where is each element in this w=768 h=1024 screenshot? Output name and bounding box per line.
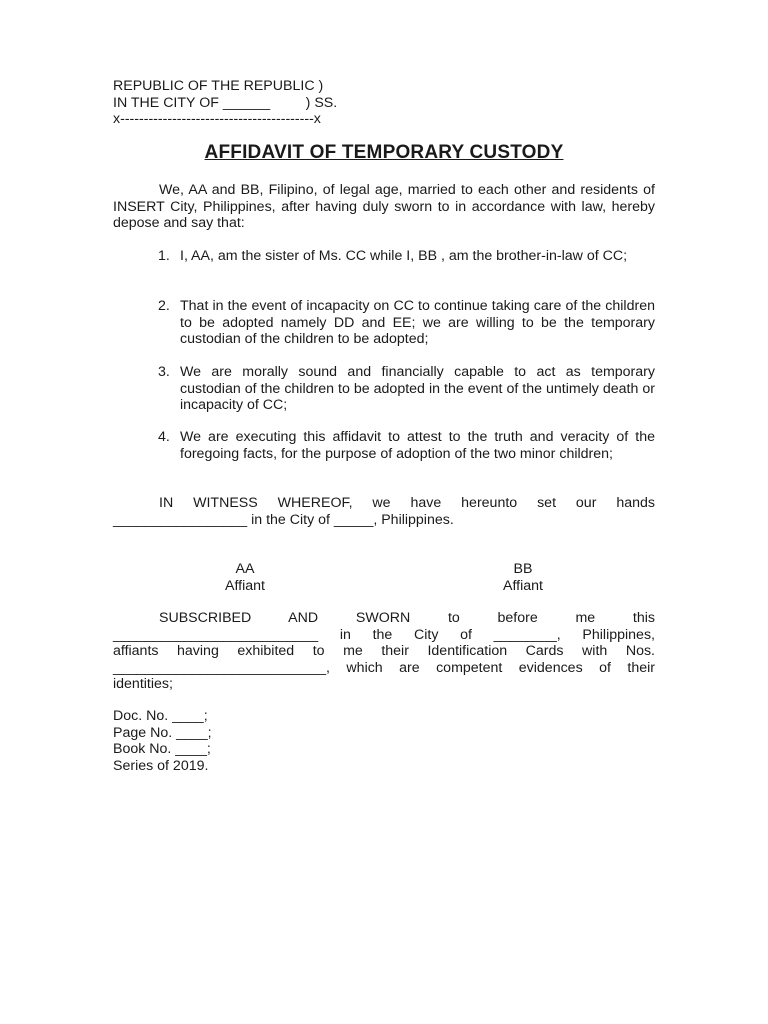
jurat-line-1: SUBSCRIBED AND SWORN to before me this <box>159 610 655 626</box>
venue-line-republic: REPUBLIC OF THE REPUBLIC ) <box>113 78 324 94</box>
list-item <box>158 429 655 462</box>
jurat-line-4: ___________________________, which are competent evidences of their <box>113 659 655 676</box>
jurat-line-5: identities; <box>113 676 173 692</box>
witness-paragraph <box>113 495 655 528</box>
venue-separator: x-----------------------------------------x <box>113 111 321 127</box>
list-item-text: I, AA, am the sister of Ms. CC while I, BB , am the brother-in-law of CC; <box>180 248 628 264</box>
doc-number: Doc. No. ____; <box>113 708 208 724</box>
signatory-name: AA <box>235 561 255 577</box>
list-item-text: We are morally sound and financially capable to act as temporary custodian of the children to be adopted in the event of the untimely death or incapacity of CC; <box>180 364 655 413</box>
venue-header <box>113 78 337 128</box>
document-title: AFFIDAVIT OF TEMPORARY CUSTODY <box>204 142 564 163</box>
jurat-line-2: __________________________ in the City of ________, Philippines, <box>113 626 655 643</box>
witness-line-1: IN WITNESS WHEREOF, we have hereunto set our hands <box>159 495 655 511</box>
intro-paragraph: We, AA and BB, Filipino, of legal age, married to each other and residents of INSERT City, Philippines, after having duly sworn to in accordance with law, hereby depose and say that: <box>113 182 655 231</box>
book-number: Book No. ____; <box>113 741 211 757</box>
page-number: Page No. ____; <box>113 724 212 741</box>
list-item <box>158 298 655 348</box>
signatory-name: BB <box>513 561 533 577</box>
signatory-role: Affiant <box>225 577 265 594</box>
list-item-text: We are executing this affidavit to attest to the truth and veracity of the foregoing facts, for the purpose of adoption of the two minor children; <box>180 429 655 462</box>
list-item-number: 3. <box>158 364 170 380</box>
jurat-line-3: affiants having exhibited to me their Identification Cards with Nos. <box>113 643 655 659</box>
notarial-register <box>113 708 212 774</box>
signatory-aa <box>185 561 305 594</box>
signatory-role: Affiant <box>503 577 543 594</box>
list-item-number: 4. <box>158 429 170 445</box>
series-year: Series of 2019. <box>113 757 209 774</box>
venue-line-city: IN THE CITY OF ______ ) SS. <box>113 94 338 111</box>
signatory-bb <box>463 561 583 594</box>
list-item-number: 2. <box>158 298 170 314</box>
witness-line-2: _________________ in the City of _____, Philippines. <box>113 511 454 528</box>
jurat-paragraph <box>113 610 655 693</box>
list-item <box>158 364 655 414</box>
list-item-text: That in the event of incapacity on CC to continue taking care of the children to be adopted namely DD and EE; we are willing to be the temporary custodian of the children to be adopted; <box>180 298 655 347</box>
list-item-number: 1. <box>158 248 170 264</box>
list-item <box>158 248 655 265</box>
